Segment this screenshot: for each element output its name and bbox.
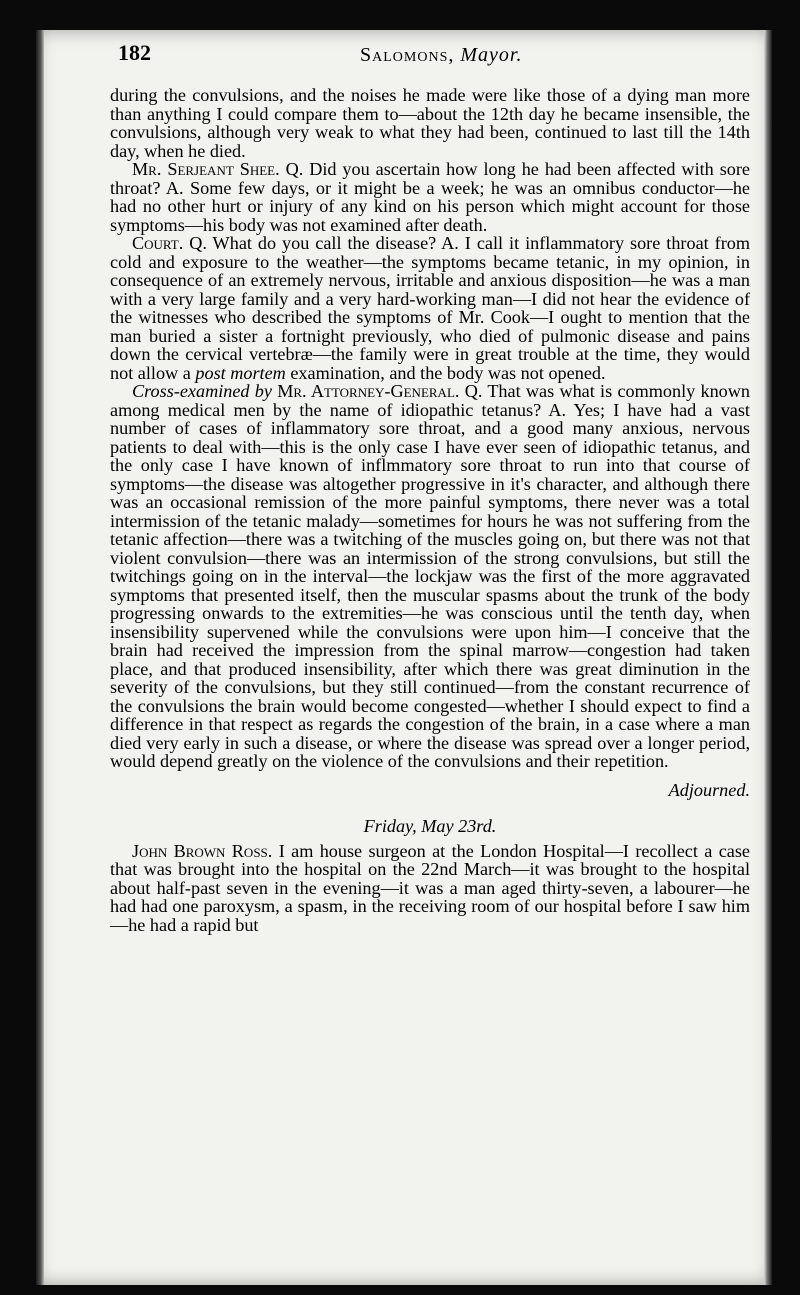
paragraph-text: Q. What do you call the disease? A. I call it inflammatory sore throat from cold and exposure to the weather—the symptoms became tetanic, in my opinion, in consequence of an extremely nervous, irritable and anxious disposition—he was a man with a very large family and a very hard-working man—I did not hear the evidence of the witnesses who described the symptoms of Mr. Cook—I ought to mention that the man buried a sister a fortnight previously, who died of pulmonic disease and pains down the cervical vertebræ—the family were in great trouble at the time, they would not allow a — [110, 233, 750, 383]
speaker-label: Mr. Serjeant Shee. — [132, 159, 280, 179]
paragraph-text: Q. Did you ascertain how long he had been affected with sore throat? A. Some few days, or it might be a week; he was an omnibus conductor—he had no other hurt or injury of any kind on his person which might account for those symptoms—his body was not examined after death. — [110, 159, 751, 235]
page-body — [110, 86, 750, 934]
paragraph-court — [110, 234, 750, 382]
paragraph-text: Q. That was what is commonly known among medical men by the name of idiopathic tetanus? A. Yes; I have had a vast number of cases of inflammatory sore throat, and a good many anxious, nervous patients to deal with—this is the only case I have ever seen of idiopathic tetanus, and the only case I have known of inflmmatory sore throat to run into that course of symptoms—the disease was altogether progressive in it's character, and although there was an occasional remission of the more painful symptoms, there never was a total intermission of the tetanic malady—sometimes for hours he was not suffering from the tetanic affection—there was a twitching of the muscles going on, but there was not that violent convulsion—there was an intermission of the strong convulsions, but still the twitchings going on in the interval—the lockjaw was the first of the more aggravated symptoms that presented itself, then the muscular spasms about the trunk of the body progressing onwards to the extremities—he was conscious until the tenth day, when insensibility supervened while the convulsions were upon him—I conceive that the brain had received the impression from the spinal marrow—congestion had taken place, and that produced insensibility, after which there was great diminution in the severity of the convulsions, but they still continued—from the constant recurrence of the convulsions the brain would become congested—whether I should expect to find a difference in that respect as regards the congestion of the brain, in a case where a man died very early in such a disease, or where the disease was spread over a longer period, would depend greatly on the violence of the convulsions and their repetition. — [110, 381, 751, 771]
paragraph-john-brown-ross — [110, 842, 750, 935]
speaker-label: Mr. Attorney-General. — [277, 381, 460, 401]
speaker-label: Court. — [132, 233, 184, 253]
running-head-name: Salomons, — [360, 44, 455, 66]
date-heading: Friday, May 23rd. — [363, 816, 497, 836]
page-gutter-shadow — [36, 30, 44, 1285]
speaker-label: John Brown Ross. — [132, 840, 273, 861]
adjourned-note: Adjourned. — [668, 779, 750, 800]
italic-phrase: post mortem — [195, 362, 286, 383]
cross-examined-label: Cross-examined by — [132, 381, 272, 401]
paragraph-continuation: during the convulsions, and the noises he made were like those of a dying man more than anything I could compare them to—about the 12th day he became insensible, the convulsions, although very weak to what they had been, continued to last till the 14th day, when he died. — [110, 85, 750, 161]
paragraph-text: I am house surgeon at the London Hospital—I recollect a case that was brought into the hospital on the 22nd March—it was brought to the hospital about half-past seven in the evening—it was a man aged thirty-seven, a labourer—he had had one paroxysm, a spasm, in the receiving room of our hospital before I saw him—he had a rapid but — [110, 840, 750, 935]
running-head-title: Mayor. — [460, 44, 523, 66]
running-head — [360, 44, 522, 67]
paragraph-cross-examination — [110, 382, 750, 771]
paragraph-serjeant-shee — [110, 160, 750, 234]
page-edge-shadow — [764, 30, 772, 1285]
paragraph-text: examination, and the body was not opened. — [290, 362, 606, 383]
page-number: 182 — [118, 40, 151, 65]
